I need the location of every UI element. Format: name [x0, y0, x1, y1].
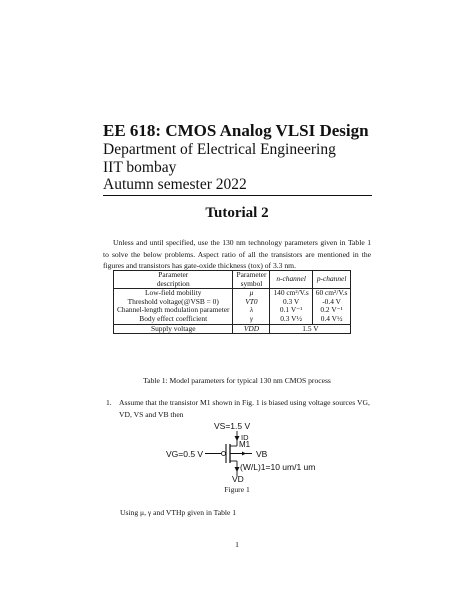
vs-label: VS=1.5 V [214, 421, 251, 431]
header-divider [103, 195, 372, 196]
row-description: Channel-length modulation parameter [114, 306, 233, 315]
row-symbol: μ [233, 289, 270, 298]
table-caption: Table 1: Model parameters for typical 130 nm CMOS process [143, 376, 331, 385]
supply-description: Supply voltage [114, 324, 233, 334]
header-param-symbol: Parameter symbol [233, 271, 270, 289]
row-p-value: 0.4 V½ [312, 315, 351, 324]
table-row-supply [114, 324, 351, 334]
question-1 [106, 397, 372, 420]
vg-label: VG=0.5 V [166, 449, 204, 459]
table-row [114, 315, 351, 324]
parameters-table [113, 270, 351, 334]
row-symbol: λ [233, 306, 270, 315]
table-header-row [114, 271, 351, 289]
wl-label: (W/L)1=10 um/1 um [240, 462, 316, 472]
gate-bubble-icon [222, 452, 226, 456]
supply-value: 1.5 V [270, 324, 351, 334]
row-p-value: 60 cm²/V.s [312, 289, 351, 298]
institute-name: IIT bombay [103, 159, 177, 176]
department-name: Department of Electrical Engineering [103, 141, 336, 158]
bulk-arrow-icon [242, 452, 246, 456]
id-bottom-arrow-icon [235, 467, 240, 472]
header-n-channel: n-channel [270, 271, 312, 289]
row-n-value: 140 cm²/V.s [270, 289, 312, 298]
semester-label: Autumn semester 2022 [103, 176, 247, 193]
course-title: EE 618: CMOS Analog VLSI Design [103, 121, 369, 140]
question-text: Assume that the transistor M1 shown in Fig. 1 is biased using voltage sources VG, VD, VS and VB then [119, 398, 370, 419]
m1-label: M1 [239, 440, 251, 449]
row-description: Threshold voltage(@VSB = 0) [114, 298, 233, 307]
intro-paragraph [103, 237, 371, 272]
header-p-channel: p-channel [312, 271, 351, 289]
header-param-description: Parameter description [114, 271, 233, 289]
row-n-value: 0.3 V [270, 298, 312, 307]
row-symbol: VT0 [233, 298, 270, 307]
vd-label: VD [232, 474, 244, 482]
question-number: 1. [106, 398, 112, 407]
figure-caption: Figure 1 [224, 485, 250, 494]
pmos-circuit-figure [160, 420, 320, 482]
id-top-label: ID [241, 433, 249, 442]
row-description: Low-field mobility [114, 289, 233, 298]
row-n-value: 0.3 V½ [270, 315, 312, 324]
row-description: Body effect coefficient [114, 315, 233, 324]
vb-label: VB [256, 449, 268, 459]
row-p-value: -0.4 V [312, 298, 351, 307]
tutorial-title: Tutorial 2 [205, 205, 269, 221]
supply-symbol: VDD [233, 324, 270, 334]
page-number: 1 [235, 540, 239, 549]
row-n-value: 0.1 V⁻¹ [270, 306, 312, 315]
row-p-value: 0.2 V⁻¹ [312, 306, 351, 315]
using-text: Using μ, γ and VTHp given in Table 1 [120, 508, 237, 517]
intro-text: Unless and until specified, use the 130 nm technology parameters given in Table 1 to solve the below problems. Aspect ratio of all the transistors are mentioned in the figures and transistors has gate-oxide thickness (tox) of 3.3 nm. [103, 238, 371, 270]
row-symbol: γ [233, 315, 270, 324]
